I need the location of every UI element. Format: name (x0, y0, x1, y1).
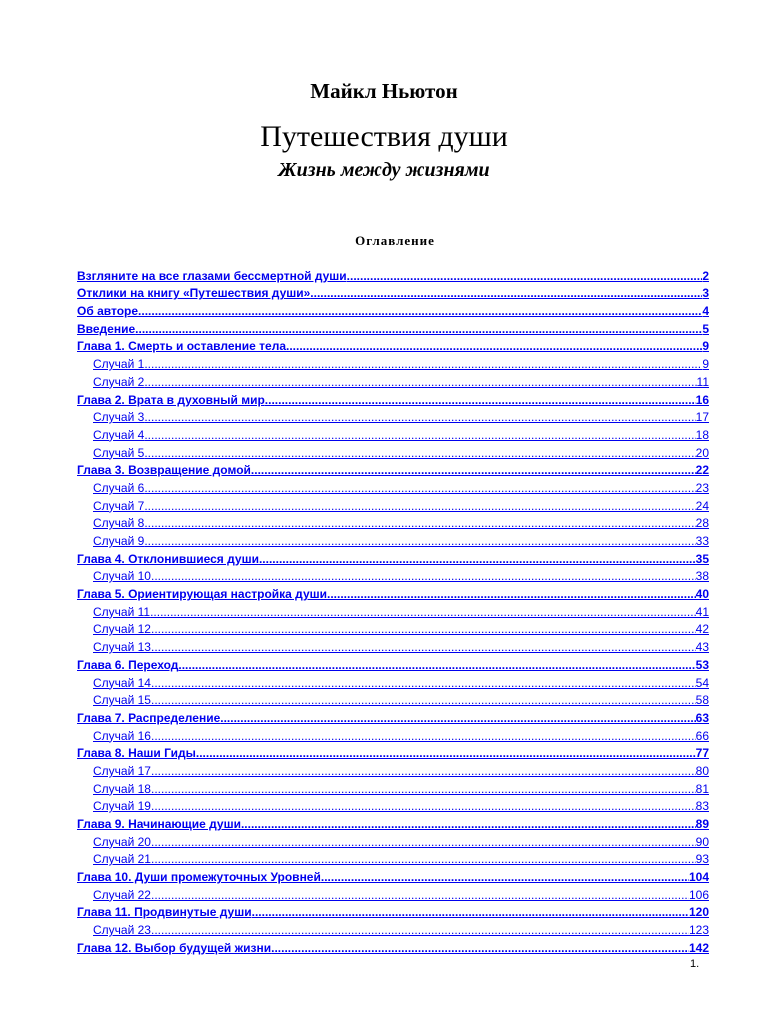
toc-entry-label: Случай 21 (93, 852, 151, 867)
toc-entry-page: 41 (695, 604, 709, 619)
toc-entry-page: 66 (695, 728, 709, 743)
book-subtitle: Жизнь между жизнями (278, 159, 490, 181)
toc-entry-page: 40 (695, 587, 709, 602)
toc-dot-leader (144, 428, 695, 442)
toc-entry-label: Случай 9 (93, 534, 145, 548)
toc-dot-leader (144, 534, 695, 548)
toc-chapter-link[interactable] (77, 937, 709, 955)
toc-entry-page: 63 (695, 710, 709, 725)
toc-dot-leader (151, 852, 696, 866)
toc-entry-label: Случай 6 (93, 480, 145, 495)
toc-entry-label: Случай 13 (93, 640, 151, 655)
toc-entry-label: Случай 5 (93, 445, 145, 460)
toc-entry-label: Случай 12 (93, 622, 151, 637)
toc-entry-page: 104 (688, 870, 709, 885)
toc-entry-label: Взгляните на все глазами бессмертной души (77, 268, 347, 283)
toc-dot-leader (151, 782, 696, 796)
toc-case-link[interactable] (77, 371, 709, 389)
toc-entry-page: 17 (695, 410, 709, 425)
toc-dot-leader (144, 516, 695, 530)
toc-entry-label: Глава 2. Врата в духовный мир (77, 392, 265, 407)
toc-dot-leader (151, 923, 689, 937)
toc-entry-page: 80 (695, 763, 709, 778)
toc-dot-leader (144, 481, 695, 495)
toc-entry-label: Случай 7 (93, 498, 145, 513)
toc-dot-leader (241, 817, 696, 831)
toc-dot-leader (321, 870, 689, 884)
toc-dot-leader (151, 729, 696, 743)
toc-entry-label: Введение (77, 321, 136, 336)
toc-entry-label: Случай 18 (93, 781, 151, 796)
toc-entry-label: Случай 10 (93, 569, 151, 584)
toc-case-link[interactable] (77, 495, 709, 513)
toc-entry-page: 22 (695, 463, 709, 478)
toc-dot-leader (220, 711, 695, 725)
toc-chapter-link[interactable] (77, 283, 709, 301)
toc-dot-leader (271, 941, 689, 955)
toc-dot-leader (178, 658, 695, 672)
toc-case-link[interactable] (77, 407, 709, 425)
toc-dot-leader (310, 286, 702, 300)
toc-entry-label: Случай 22 (93, 887, 151, 902)
toc-entry-label: Глава 7. Распределение (77, 710, 221, 725)
toc-entry-page: 3 (702, 286, 709, 301)
toc-entry-page: 35 (695, 551, 709, 566)
toc-dot-leader (144, 499, 695, 513)
toc-chapter-link[interactable] (77, 318, 709, 336)
toc-entry-label: Глава 1. Смерть и оставление тела (77, 339, 286, 354)
book-title: Путешествия души (260, 120, 508, 153)
toc-entry-page: 16 (695, 392, 709, 407)
toc-entry-page: 20 (695, 445, 709, 460)
toc-entry-label: Случай 19 (93, 799, 151, 814)
toc-case-link[interactable] (77, 477, 709, 495)
toc-entry-page: 89 (695, 817, 709, 831)
author-name: Майкл Ньютон (310, 79, 458, 103)
toc-dot-leader (144, 410, 695, 424)
toc-case-link[interactable] (77, 601, 709, 619)
toc-chapter-link[interactable] (77, 548, 709, 566)
toc-dot-leader (151, 764, 696, 778)
toc-entry-page: 24 (695, 498, 709, 513)
toc-entry-page: 93 (695, 852, 709, 867)
toc-case-link[interactable] (77, 690, 709, 708)
toc-chapter-link[interactable] (77, 813, 709, 831)
toc-entry-label: Глава 11. Продвинутые души (77, 905, 252, 920)
toc-case-link[interactable] (77, 636, 709, 654)
toc-case-link[interactable] (77, 424, 709, 442)
toc-dot-leader (347, 269, 703, 283)
toc-entry-label: Случай 16 (93, 728, 151, 743)
toc-entry-page: 2 (702, 268, 709, 283)
toc-entry-label: Случай 4 (93, 427, 145, 442)
toc-entry-label: Глава 4. Отклонившиеся души (77, 551, 259, 566)
toc-entry-label: Глава 6. Переход (77, 657, 179, 672)
toc-entry-label: Об авторе (77, 304, 139, 319)
toc-case-link[interactable] (77, 725, 709, 743)
toc-entry-page: 83 (695, 799, 709, 814)
toc-dot-leader (252, 905, 689, 919)
toc-entry-page: 54 (695, 675, 709, 690)
toc-entry-page: 28 (695, 516, 709, 531)
toc-entry-label: Случай 2 (93, 374, 145, 389)
toc-dot-leader (150, 605, 696, 619)
toc-entry-label: Случай 1 (93, 357, 145, 372)
toc-chapter-link[interactable] (77, 583, 709, 601)
toc-entry-page: 120 (688, 905, 709, 920)
toc-entry-label: Случай 14 (93, 675, 151, 690)
page-number: 1. (690, 958, 700, 970)
toc-dot-leader (144, 357, 702, 371)
toc-entry-page: 42 (695, 622, 709, 637)
toc-entry-label: Глава 8. Наши Гиды (77, 746, 196, 761)
toc-entry-label: Случай 8 (93, 516, 145, 531)
toc-entry-page: 9 (702, 339, 709, 354)
toc-chapter-link[interactable] (77, 389, 709, 407)
toc-case-link[interactable] (77, 619, 709, 637)
toc-dot-leader (286, 339, 702, 353)
toc-dot-leader (251, 463, 696, 477)
toc-entry-page: 11 (696, 374, 709, 389)
toc-dot-leader (265, 393, 696, 407)
toc-chapter-link[interactable] (77, 902, 709, 920)
table-of-contents (77, 265, 709, 955)
toc-entry-page: 142 (688, 940, 709, 955)
toc-dot-leader (151, 622, 696, 636)
toc-dot-leader (151, 799, 696, 813)
toc-entry-page: 106 (688, 887, 709, 902)
toc-heading: Оглавление (355, 233, 435, 248)
toc-dot-leader (151, 569, 696, 583)
toc-entry-page: 43 (695, 640, 709, 655)
toc-entry-label: Случай 20 (93, 834, 151, 849)
toc-entry-label: Отклики на книгу «Путешествия души» (77, 286, 311, 301)
toc-dot-leader (151, 640, 696, 654)
toc-entry-label: Глава 9. Начинающие души (77, 817, 241, 831)
toc-case-link[interactable] (77, 778, 709, 796)
toc-entry-label: Случай 17 (93, 763, 151, 778)
toc-entry-page: 9 (702, 357, 709, 372)
toc-entry-label: Случай 23 (93, 923, 151, 938)
toc-dot-leader (144, 446, 695, 460)
toc-dot-leader (144, 375, 696, 389)
toc-chapter-link[interactable] (77, 336, 709, 354)
toc-entry-page: 53 (695, 657, 709, 672)
toc-case-link[interactable] (77, 849, 709, 867)
toc-chapter-link[interactable] (77, 265, 709, 283)
toc-chapter-link[interactable] (77, 460, 709, 478)
toc-chapter-link[interactable] (77, 707, 709, 725)
toc-chapter-link[interactable] (77, 300, 709, 318)
toc-dot-leader (151, 693, 696, 707)
toc-entry-page: 77 (695, 746, 709, 761)
toc-dot-leader (135, 322, 702, 336)
toc-case-link[interactable] (77, 919, 709, 937)
toc-case-link[interactable] (77, 796, 709, 814)
toc-case-link[interactable] (77, 566, 709, 584)
toc-entry-label: Глава 3. Возвращение домой (77, 463, 251, 478)
toc-dot-leader (151, 835, 696, 849)
toc-entry-page: 4 (702, 304, 709, 319)
toc-case-link[interactable] (77, 513, 709, 531)
toc-entry-label: Случай 3 (93, 410, 145, 425)
toc-entry-page: 33 (695, 534, 709, 548)
toc-case-link[interactable] (77, 530, 709, 548)
toc-dot-leader (259, 552, 696, 566)
toc-entry-label: Глава 10. Души промежуточных Уровней (77, 870, 321, 885)
toc-dot-leader (138, 304, 702, 318)
toc-dot-leader (151, 676, 696, 690)
toc-entry-page: 38 (695, 569, 709, 584)
toc-entry-label: Случай 11 (93, 604, 151, 619)
toc-entry-page: 18 (695, 427, 709, 442)
toc-entry-label: Случай 15 (93, 693, 151, 708)
toc-case-link[interactable] (77, 672, 709, 690)
toc-case-link[interactable] (77, 760, 709, 778)
toc-dot-leader (327, 587, 696, 601)
toc-chapter-link[interactable] (77, 743, 709, 761)
toc-entry-page: 23 (695, 480, 709, 495)
toc-case-link[interactable] (77, 831, 709, 849)
toc-entry-label: Глава 12. Выбор будущей жизни (77, 940, 272, 955)
toc-entry-page: 90 (695, 834, 709, 849)
toc-entry-page: 123 (688, 923, 709, 938)
toc-entry-page: 5 (702, 321, 709, 336)
toc-dot-leader (151, 888, 689, 902)
toc-entry-label: Глава 5. Ориентирующая настройка души (77, 587, 328, 602)
toc-chapter-link[interactable] (77, 866, 709, 884)
toc-chapter-link[interactable] (77, 654, 709, 672)
toc-dot-leader (196, 746, 696, 760)
toc-entry-page: 58 (695, 693, 709, 708)
toc-case-link[interactable] (77, 353, 709, 371)
toc-entry-page: 81 (695, 781, 709, 796)
toc-case-link[interactable] (77, 442, 709, 460)
toc-case-link[interactable] (77, 884, 709, 902)
